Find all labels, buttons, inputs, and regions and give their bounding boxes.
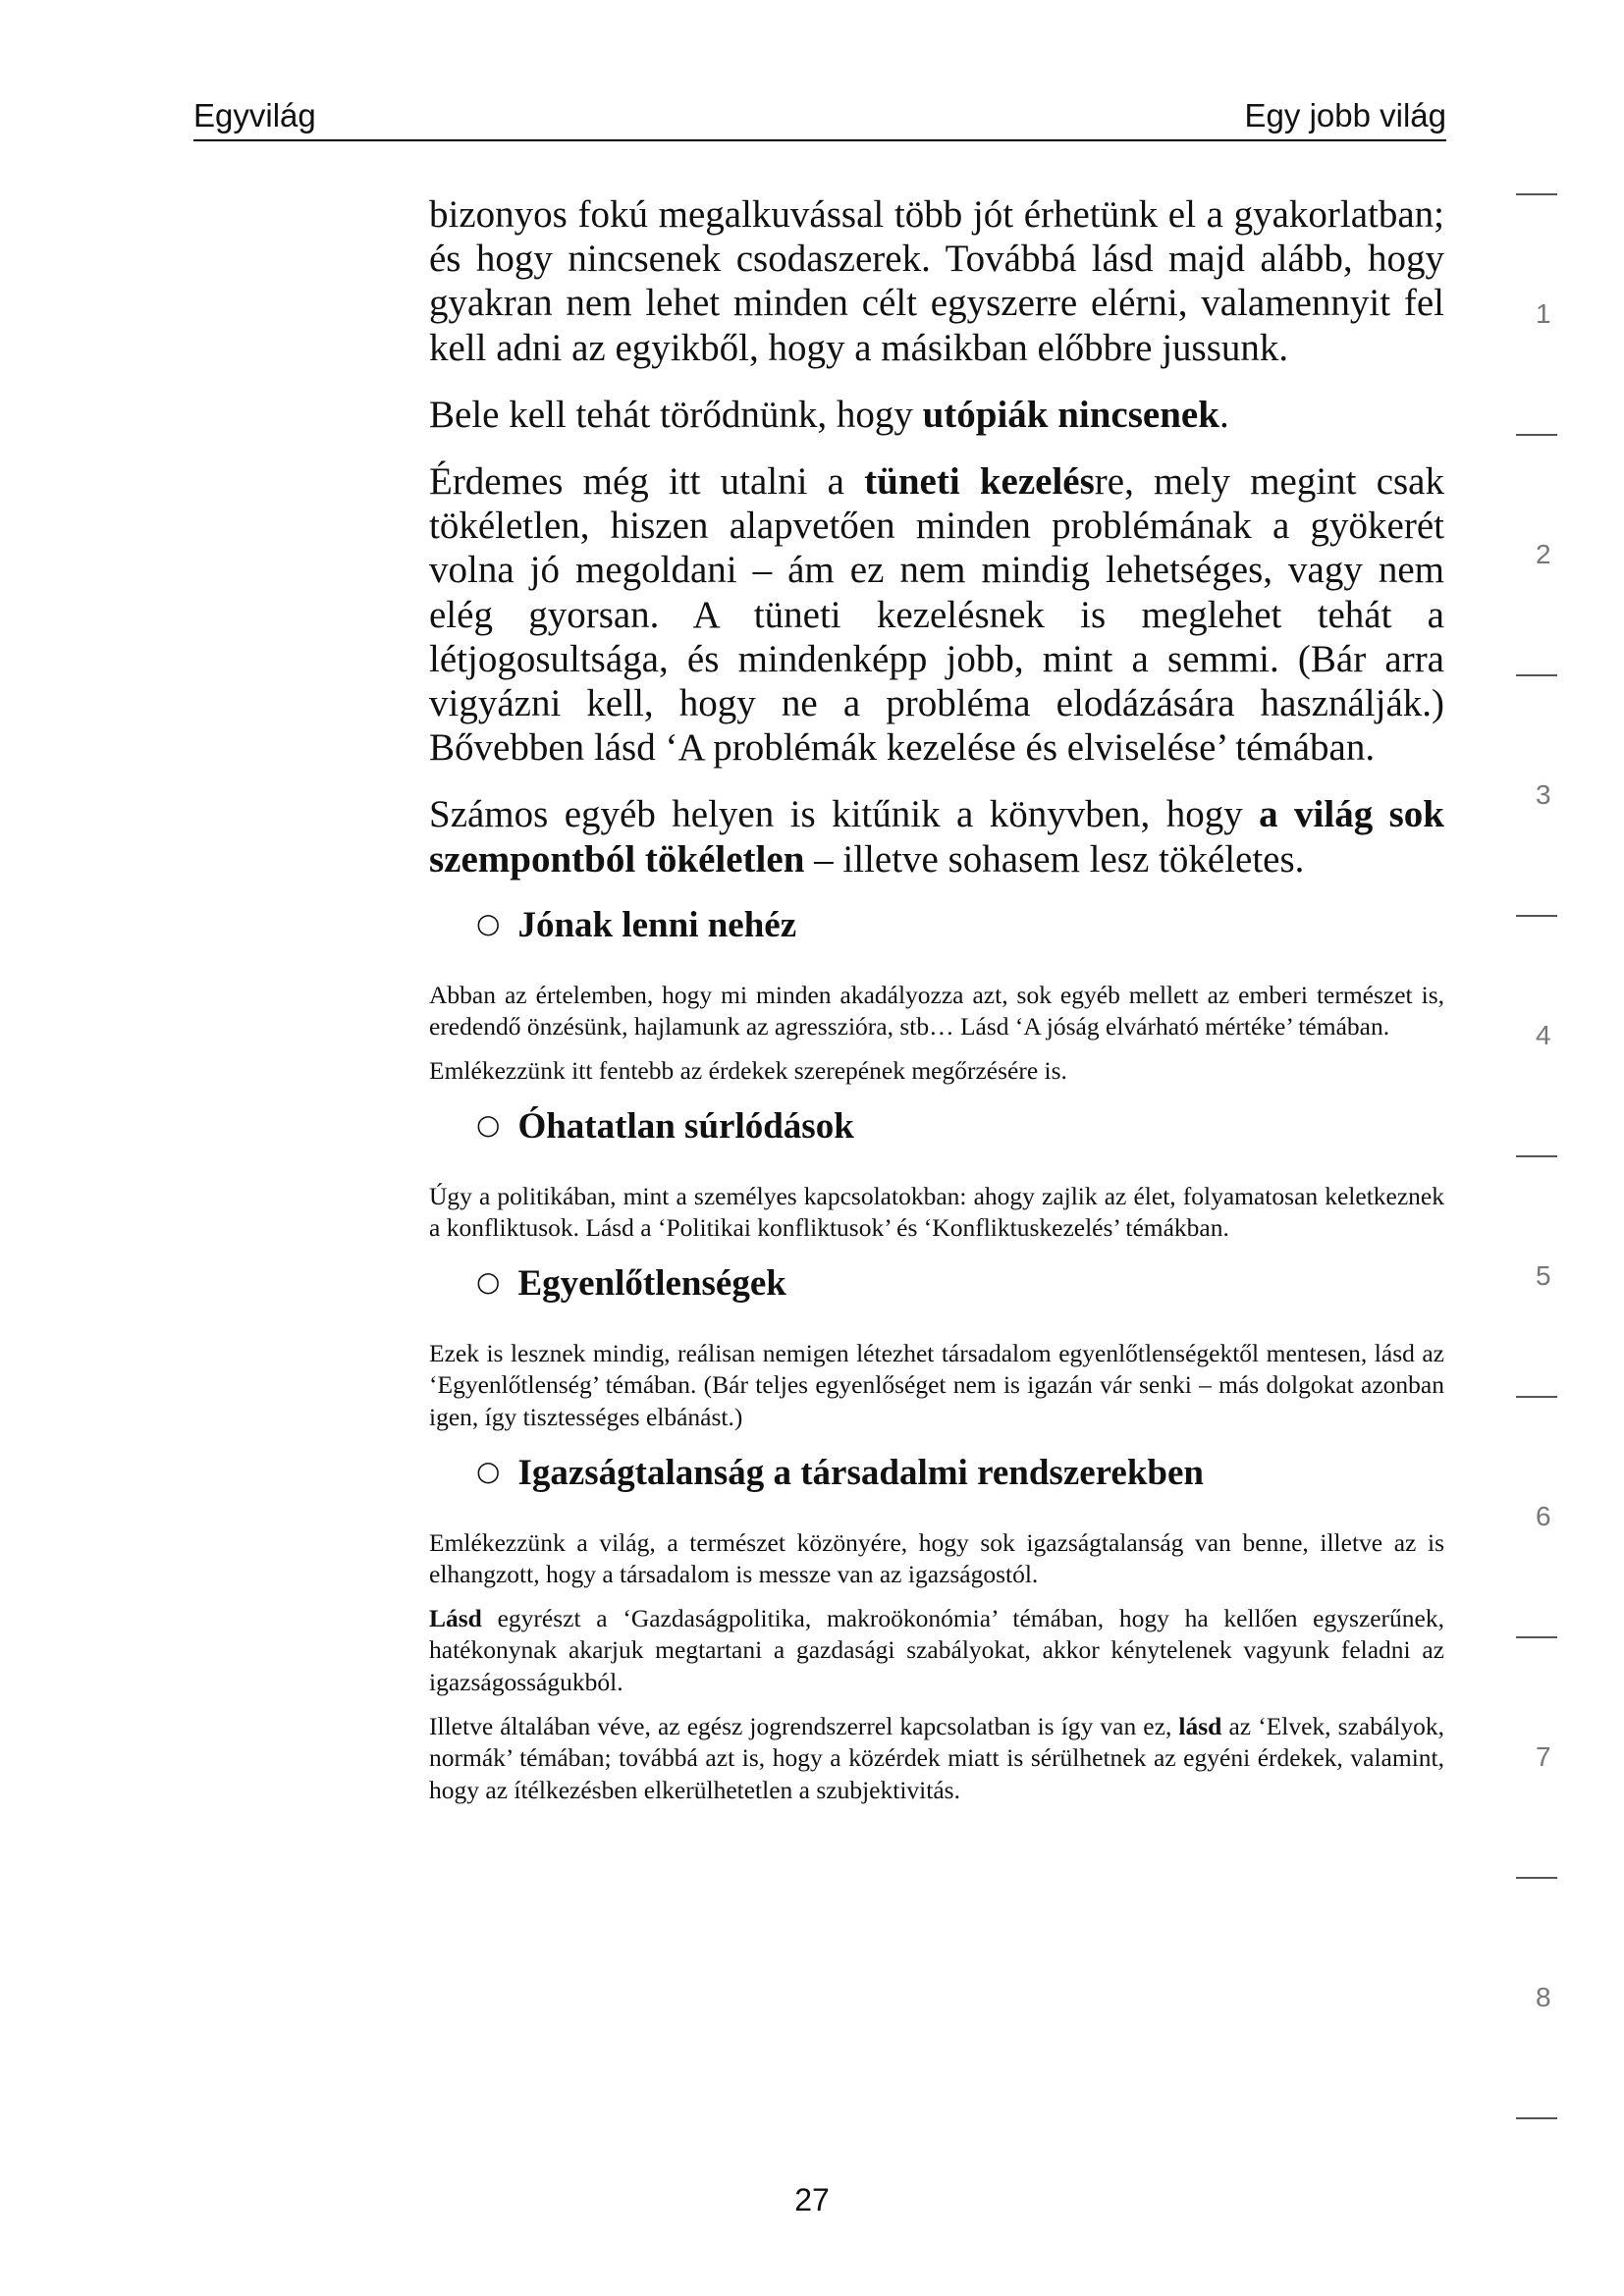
paragraph: Számos egyéb helyen is kitűnik a könyvben, hogy a világ sok szempontból tökéletlen – illetve sohasem lesz tökéletes. bbox=[429, 793, 1444, 881]
section-heading: ○ Egyenlőtlenségek bbox=[476, 1262, 786, 1304]
emphasis: tüneti kezelés bbox=[864, 460, 1095, 504]
emphasis: Lásd bbox=[429, 1603, 482, 1632]
emphasis: lásd bbox=[1178, 1711, 1222, 1740]
emphasis: a világ sok szempontból tökéletlen bbox=[429, 793, 1444, 881]
circle-bullet-icon: ○ bbox=[476, 1264, 501, 1298]
page-number: 27 bbox=[794, 2182, 830, 2217]
running-header bbox=[193, 94, 1446, 141]
margin-tick bbox=[1516, 1877, 1557, 1879]
paragraph: Emlékezzünk a világ, a természet közönyére, hogy sok igazságtalanság van benne, illetve az is elhangzott, hogy a társadalom is messze van az igazságostól. bbox=[429, 1527, 1444, 1589]
margin-tick bbox=[1516, 915, 1557, 917]
paragraph: Illetve általában véve, az egész jogrendszerrel kapcsolatban is így van ez, lásd az ‘Elvek, szabályok, normák’ témában; továbbá azt is, hogy a közérdek miatt is sérülhetnek az egyéni érdekek, valamint, hogy az ítélkezésben elkerülhetetlen a szubjektivitás. bbox=[429, 1711, 1444, 1804]
paragraph: Abban az értelemben, hogy mi minden akadályozza azt, sok egyéb mellett az emberi természet is, eredendő önzésünk, hajlamunk az agresszióra, stb… Lásd ‘A jóság elvárható mértéke’ témában. bbox=[429, 980, 1444, 1041]
section-heading: ○ Jónak lenni nehéz bbox=[476, 904, 797, 945]
section-heading: ○ Igazságtalanság a társadalmi rendszerekben bbox=[476, 1452, 1204, 1493]
paragraph: Ezek is lesznek mindig, reálisan nemigen létezhet társadalom egyenlőtlenségektől mentesen, lásd az ‘Egyenlőtlenség’ témában. (Bár teljes egyenlőséget nem is igazán vár senki – más dolgokat azonban igen, így tisztességes elbánást.) bbox=[429, 1338, 1444, 1431]
line-number-margin bbox=[1516, 0, 1575, 2296]
margin-number: 7 bbox=[1536, 1741, 1551, 1772]
margin-tick bbox=[1516, 434, 1557, 436]
paragraph: bizonyos fokú megalkuvással több jót érhetünk el a gyakorlatban; és hogy nincsenek csodaszerek. Továbbá lásd majd alább, hogy gyakran nem lehet minden célt egyszerre elérni, valamennyit fel kell adni az egyikből, hogy a másikban előbbre jussunk. bbox=[429, 193, 1444, 369]
margin-tick bbox=[1516, 1396, 1557, 1398]
margin-tick bbox=[1516, 1636, 1557, 1638]
emphasis: utópiák nincsenek bbox=[922, 393, 1219, 436]
circle-bullet-icon: ○ bbox=[476, 1454, 501, 1487]
margin-number: 4 bbox=[1536, 1020, 1551, 1050]
margin-tick bbox=[1516, 1155, 1557, 1157]
circle-bullet-icon: ○ bbox=[476, 1107, 501, 1141]
margin-number: 6 bbox=[1536, 1501, 1551, 1531]
margin-number: 3 bbox=[1536, 779, 1551, 810]
paragraph: Bele kell tehát törődnünk, hogy utópiák nincsenek. bbox=[429, 393, 1229, 436]
margin-number: 1 bbox=[1536, 298, 1551, 329]
margin-number: 5 bbox=[1536, 1260, 1551, 1291]
margin-number: 8 bbox=[1536, 1982, 1551, 2012]
paragraph: Lásd egyrészt a ‘Gazdaságpolitika, makroökonómia’ témában, hogy ha kellően egyszerűnek, hatékonynak akarjuk megtartani a gazdasági szabályokat, akkor kénytelenek vagyunk feladni az igazságosságukból. bbox=[429, 1603, 1444, 1696]
paragraph: Úgy a politikában, mint a személyes kapcsolatokban: ahogy zajlik az élet, folyamatosan keletkeznek a konfliktusok. Lásd a ‘Politikai konfliktusok’ és ‘Konfliktuskezelés’ témákban. bbox=[429, 1181, 1444, 1243]
page-body bbox=[429, 192, 1444, 1818]
margin-tick bbox=[1516, 193, 1557, 195]
margin-tick bbox=[1516, 674, 1557, 676]
header-chapter-title: Egy jobb világ bbox=[1244, 97, 1446, 133]
circle-bullet-icon: ○ bbox=[476, 906, 501, 939]
paragraph: Emlékezzünk itt fentebb az érdekek szerepének megőrzésére is. bbox=[429, 1056, 1067, 1086]
section-heading: ○ Óhatatlan súrlódások bbox=[476, 1105, 854, 1147]
margin-tick bbox=[1516, 2117, 1557, 2119]
paragraph: Érdemes még itt utalni a tüneti kezelésre, mely megint csak tökéletlen, hiszen alapvetően minden problémának a gyökerét volna jó megoldani – ám ez nem mindig lehetséges, vagy nem elég gyorsan. A tüneti kezelésnek is meglehet tehát a létjogosultsága, és mindenképp jobb, mint a semmi. (Bár arra vigyázni kell, hogy ne a probléma elodázására használják.) Bővebben lásd ‘A problémák kezelése és elviselése’ témában. bbox=[429, 460, 1444, 770]
margin-number: 2 bbox=[1536, 539, 1551, 569]
header-book-title: Egyvilág bbox=[193, 97, 316, 133]
